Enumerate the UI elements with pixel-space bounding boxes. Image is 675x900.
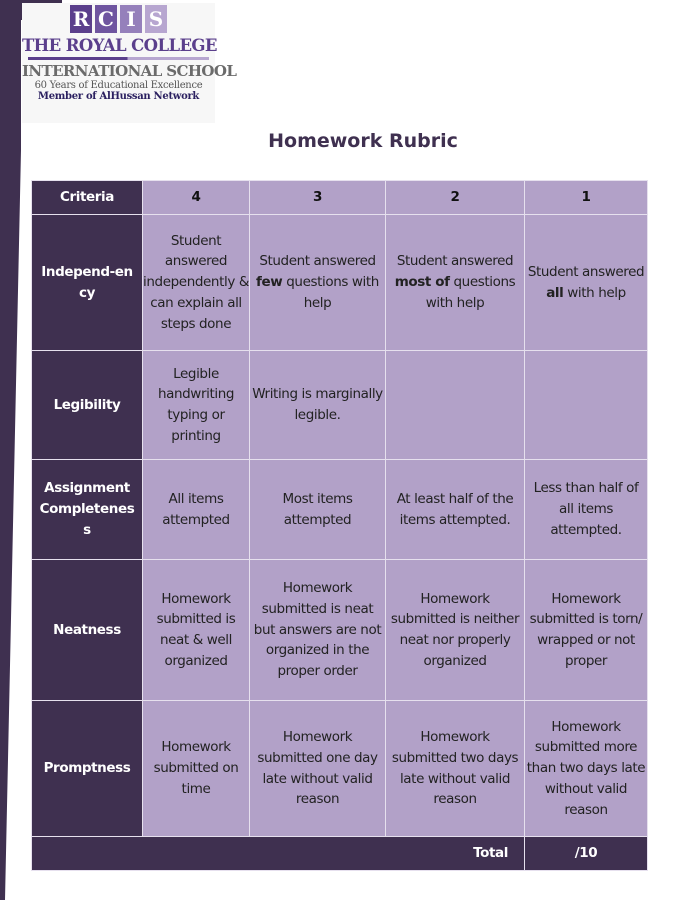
rubric-cell: [250, 215, 386, 351]
criteria-cell: Assignment Completeness: [32, 460, 143, 560]
header-score: 4: [143, 181, 250, 215]
rubric-cell: [525, 460, 648, 560]
logo-line1: THE ROYAL COLLEGE: [22, 36, 217, 55]
cell-text-pre: Student answered: [259, 253, 376, 270]
logo-letter: C: [95, 5, 117, 33]
cell-text-bold: few: [256, 274, 283, 291]
cell-text-pre: Legible handwriting typing or printing: [157, 365, 235, 444]
cell-text-pre: Less than half of all items attempted.: [533, 480, 639, 538]
cell-text-pre: All items attempted: [162, 490, 230, 528]
rubric-cell: [143, 351, 250, 460]
rubric-cell: [525, 215, 648, 351]
rubric-cell: [250, 351, 386, 460]
rubric-cell: [250, 460, 386, 560]
cell-text-bold: all: [546, 284, 564, 301]
logo-line2: INTERNATIONAL SCHOOL: [22, 62, 237, 80]
cell-text-pre: Homework submitted on time: [153, 739, 239, 797]
cell-text-post: with help: [563, 284, 626, 301]
cell-text-bold: most of: [394, 274, 450, 291]
cell-text-post: questions with help: [282, 274, 379, 311]
table-header-row: [32, 181, 648, 215]
header-score: 2: [386, 181, 525, 215]
table-row: [32, 560, 648, 701]
cell-text-pre: Homework submitted one day late without valid reason: [257, 729, 378, 808]
rubric-cell: [386, 215, 525, 351]
total-value: /10: [525, 837, 648, 871]
criteria-cell: Neatness: [32, 560, 143, 701]
cell-text-pre: At least half of the items attempted.: [396, 490, 514, 528]
rubric-cell: [143, 460, 250, 560]
logo-divider: [28, 57, 209, 60]
cell-text-pre: Homework submitted is neither neat nor properly organized: [390, 590, 520, 669]
cell-text-post: questions with help: [425, 274, 516, 311]
header-score: 3: [250, 181, 386, 215]
table-row: [32, 460, 648, 560]
logo-letter: S: [145, 5, 167, 33]
cell-text-pre: Homework submitted two days late without valid reason: [391, 729, 519, 808]
cell-text-pre: Writing is marginally legible.: [252, 386, 383, 423]
rubric-cell: [143, 215, 250, 351]
logo-letter: I: [120, 5, 142, 33]
rubric-cell: [525, 560, 648, 701]
rubric-cell: [386, 560, 525, 701]
total-label: Total: [32, 837, 525, 871]
table-row: [32, 701, 648, 837]
rubric-cell: [386, 351, 525, 460]
logo-tagline: 60 Years of Educational Excellence: [34, 80, 203, 91]
table-row: [32, 215, 648, 351]
logo-letter: R: [70, 5, 92, 33]
rubric-cell: [386, 460, 525, 560]
header-criteria: Criteria: [32, 181, 143, 215]
cell-text-pre: Homework submitted more than two days late without valid reason: [526, 718, 646, 818]
cell-text-pre: Homework submitted is neat but answers are not organized in the proper order: [253, 580, 382, 680]
cell-text-pre: Most items attempted: [282, 490, 353, 528]
cell-text-pre: Student answered: [396, 253, 514, 270]
rubric-cell: [250, 701, 386, 837]
logo-network: Member of AlHussan Network: [37, 91, 200, 102]
rubric-table: [31, 180, 648, 871]
rubric-cell: [525, 701, 648, 837]
header-score: 1: [525, 181, 648, 215]
rubric-cell: [143, 560, 250, 701]
criteria-cell: Promptness: [32, 701, 143, 837]
cell-text-pre: Homework submitted is torn/ wrapped or not proper: [529, 590, 643, 669]
school-logo: [22, 3, 237, 123]
cell-text-pre: Homework submitted is neat & well organized: [156, 590, 236, 669]
cell-text-pre: Student answered independently & can explain all steps done: [143, 232, 249, 332]
total-row: [32, 837, 648, 871]
table-row: [32, 351, 648, 460]
criteria-cell: Independ-ency: [32, 215, 143, 351]
rubric-cell: [386, 701, 525, 837]
rubric-cell: [525, 351, 648, 460]
rubric-cell: [250, 560, 386, 701]
criteria-cell: Legibility: [32, 351, 143, 460]
cell-text-pre: Student answered: [527, 263, 645, 280]
page-title: Homework Rubric: [268, 130, 458, 152]
rubric-cell: [143, 701, 250, 837]
